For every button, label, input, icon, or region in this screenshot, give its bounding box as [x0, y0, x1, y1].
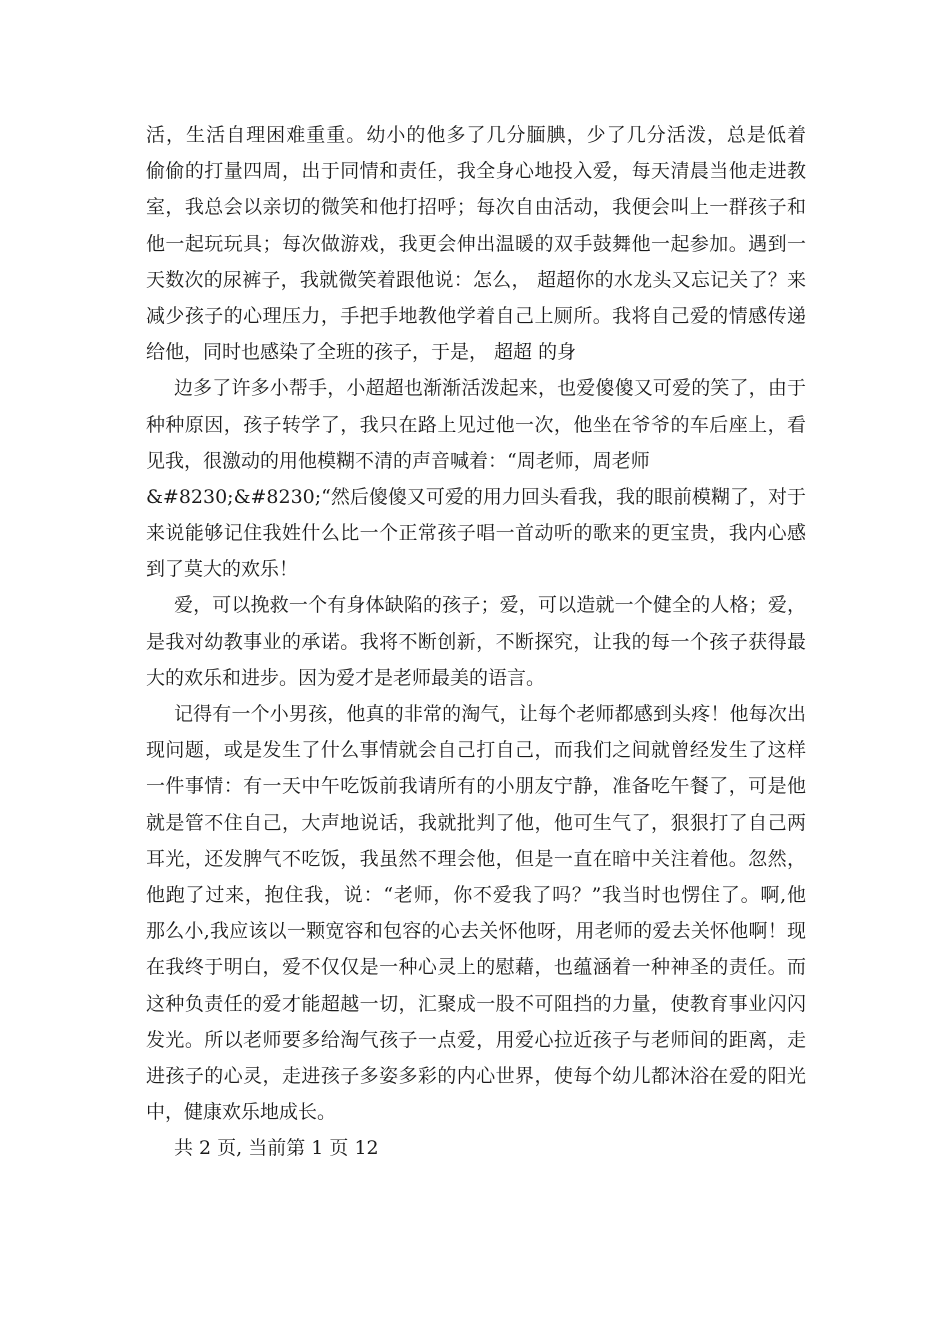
text-line: 那么小,我应该以一颗宽容和包容的心去关怀他呀，用老师的爱去关怀他啊！现 — [146, 920, 806, 943]
text-line: 爱，可以挽救一个有身体缺陷的孩子；爱，可以造就一个健全的人格；爱， — [174, 594, 806, 617]
text-line: 发光。所以老师要多给淘气孩子一点爱，用爱心拉近孩子与老师间的距离，走 — [146, 1028, 806, 1051]
text-line: 是我对幼教事业的承诺。我将不断创新，不断探究，让我的每一个孩子获得最 — [146, 630, 806, 653]
text-line: 到了莫大的欢乐！ — [146, 558, 299, 581]
text-line: 就是管不住自己，大声地说话，我就批判了他，他可生气了，狠狠打了自己两 — [146, 811, 806, 834]
paragraph — [146, 370, 806, 587]
text-line: 边多了许多小帮手，小超超也渐渐活泼起来，也爱傻傻又可爱的笑了，由于 — [174, 377, 806, 400]
text-line: 见我，很激动的用他模糊不清的声音喊着：“周老师，周老师 — [146, 449, 650, 472]
text-line: 一件事情：有一天中午吃饭前我请所有的小朋友宁静，准备吃午餐了，可是他 — [146, 775, 806, 798]
text-line: 共 2 页, 当前第 1 页 12 — [174, 1137, 379, 1160]
paragraph — [146, 696, 806, 1130]
text-line: 来说能够记住我姓什么比一个正常孩子唱一首动听的歌来的更宝贵，我内心感 — [146, 522, 806, 545]
text-line: 活，生活自理困难重重。幼小的他多了几分腼腆，少了几分活泼，总是低着 — [146, 124, 806, 146]
text-line: 现问题，或是发生了什么事情就会自己打自己，而我们之间就曾经发生了这样 — [146, 739, 806, 762]
text-line: 偷偷的打量四周，出于同情和责任，我全身心地投入爱，每天清晨当他走进教 — [146, 160, 806, 183]
text-line: 记得有一个小男孩，他真的非常的淘气，让每个老师都感到头疼！他每次出 — [174, 703, 806, 725]
text-line: 中，健康欢乐地成长。 — [146, 1101, 337, 1124]
text-line: 这种负责任的爱才能超越一切，汇聚成一股不可阻挡的力量，使教育事业闪闪 — [146, 992, 806, 1015]
text-line: 给他，同时也感染了全班的孩子，于是， 超超 的身 — [146, 341, 577, 364]
text-line: 室，我总会以亲切的微笑和他打招呼；每次自由活动，我便会叫上一群孩子和 — [146, 196, 806, 219]
text-line: 耳光，还发脾气不吃饭，我虽然不理会他，但是一直在暗中关注着他。忽然， — [146, 847, 806, 870]
text-line: 大的欢乐和进步。因为爱才是老师最美的语言。 — [146, 666, 546, 689]
paragraph — [146, 117, 806, 370]
text-line: 进孩子的心灵，走进孩子多姿多彩的内心世界，使每个幼儿都沐浴在爱的阳光 — [146, 1064, 806, 1087]
text-line: 天数次的尿裤子，我就微笑着跟他说：怎么， 超超你的水龙头又忘记关了？来 — [146, 268, 806, 291]
text-line: &#8230;&#8230;“然后傻傻又可爱的用力回头看我，我的眼前模糊了，对于 — [146, 485, 806, 508]
text-line: 减少孩子的心理压力，手把手地教他学着自己上厕所。我将自己爱的情感传递 — [146, 304, 806, 327]
paragraph — [146, 587, 806, 696]
document-body — [146, 117, 806, 1166]
text-line: 他一起玩玩具；每次做游戏，我更会伸出温暖的双手鼓舞他一起参加。遇到一 — [146, 232, 806, 255]
text-line: 他跑了过来，抱住我，说：“老师，你不爱我了吗？”我当时也愣住了。啊,他 — [146, 883, 806, 906]
text-line: 种种原因，孩子转学了，我只在路上见过他一次，他坐在爷爷的车后座上，看 — [146, 413, 806, 436]
text-line: 在我终于明白，爱不仅仅是一种心灵上的慰藉，也蕴涵着一种神圣的责任。而 — [146, 956, 806, 979]
paragraph — [146, 1130, 806, 1166]
